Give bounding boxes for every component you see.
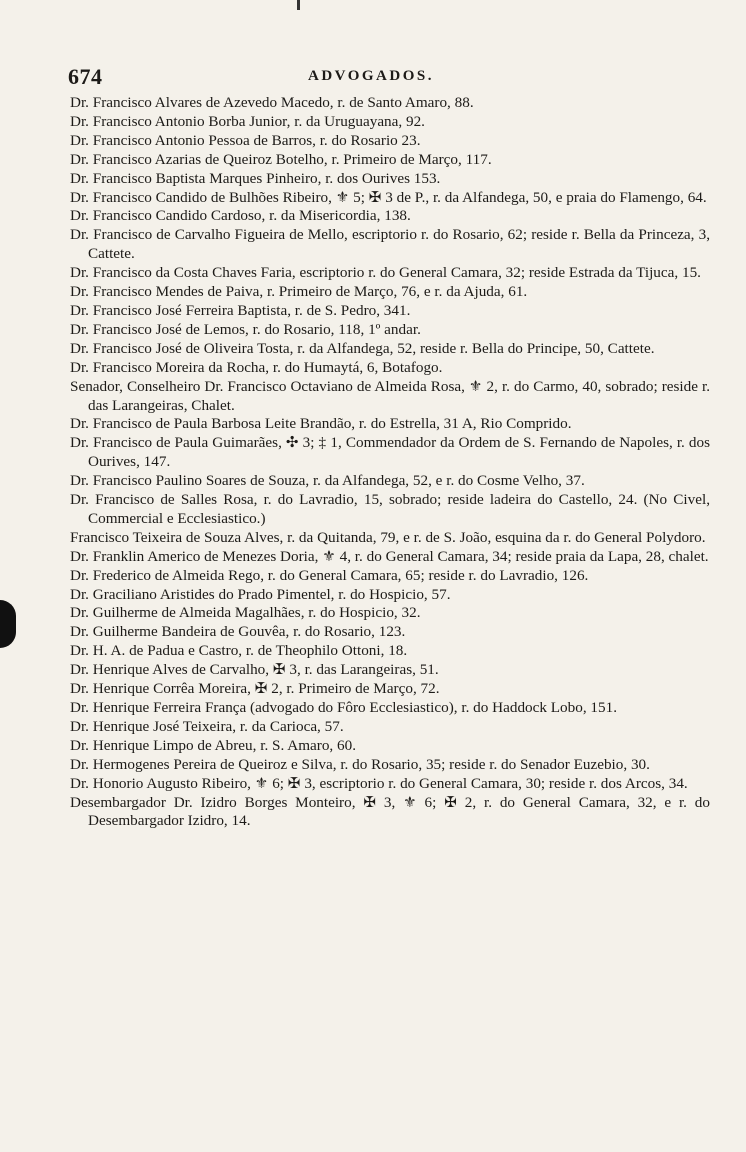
directory-entry: Dr. Francisco Mendes de Paiva, r. Primeiro de Março, 76, e r. da Ajuda, 61. bbox=[70, 283, 528, 301]
directory-entry: Dr. Guilherme de Almeida Magalhães, r. do Hospicio, 32. bbox=[70, 604, 421, 622]
directory-entry: Dr. Henrique José Teixeira, r. da Carioca, 57. bbox=[70, 717, 344, 735]
directory-entry: Dr. Francisco de Paula Barbosa Leite Brandão, r. do Estrella, 31 A, Rio Comprido. bbox=[70, 415, 572, 433]
page-number: 674 bbox=[68, 64, 103, 89]
directory-entry: Dr. Francisco Candido Cardoso, r. da Misericordia, 138. bbox=[70, 207, 411, 225]
directory-entry: Dr. Francisco Antonio Borba Junior, r. da Uruguayana, 92. bbox=[70, 112, 425, 130]
directory-entry: Dr. Francisco da Costa Chaves Faria, escriptorio r. do General Camara, 32; reside Estrada da Tijuca, 15. bbox=[70, 264, 701, 282]
directory-entry: Dr. Francisco Antonio Pessoa de Barros, r. do Rosario 23. bbox=[70, 131, 421, 149]
directory-entry: Senador, Conselheiro Dr. Francisco Octaviano de Almeida Rosa, ⚜ 2, r. do Carmo, 40, sobrado; reside r. das Larangeiras, Chalet. bbox=[70, 377, 710, 414]
page-header bbox=[68, 64, 708, 90]
directory-entry: Dr. H. A. de Padua e Castro, r. de Theophilo Ottoni, 18. bbox=[70, 642, 408, 660]
directory-entry: Dr. Francisco de Salles Rosa, r. do Lavradio, 15, sobrado; reside ladeira do Castello, 24. (No Civel, Commercial e Ecclesiastico.) bbox=[70, 491, 710, 527]
directory-entry: Dr. Francisco Paulino Soares de Souza, r. da Alfandega, 52, e r. do Cosme Velho, 37. bbox=[70, 472, 585, 490]
directory-entry: Dr. Francisco Candido de Bulhões Ribeiro, ⚜ 5; ✠ 3 de P., r. da Alfandega, 50, e praia do Flamengo, 64. bbox=[70, 188, 707, 206]
directory-entry: Dr. Frederico de Almeida Rego, r. do General Camara, 65; reside r. do Lavradio, 126. bbox=[70, 566, 589, 584]
directory-entry: Dr. Francisco Moreira da Rocha, r. do Humaytá, 6, Botafogo. bbox=[70, 358, 443, 376]
directory-entry: Dr. Francisco de Carvalho Figueira de Mello, escriptorio r. do Rosario, 62; reside r. Bella da Princeza, 3, Cattete. bbox=[70, 226, 710, 263]
directory-entry: Dr. Honorio Augusto Ribeiro, ⚜ 6; ✠ 3, escriptorio r. do General Camara, 30; reside r. dos Arcos, 34. bbox=[70, 774, 688, 792]
directory-entry: Dr. Francisco de Paula Guimarães, ✣ 3; ‡ 1, Commendador da Ordem de S. Fernando de Napoles, r. dos Ourives, 147. bbox=[70, 434, 710, 471]
directory-entry: Dr. Francisco Baptista Marques Pinheiro, r. dos Ourives 153. bbox=[70, 169, 441, 187]
directory-entry: Francisco Teixeira de Souza Alves, r. da Quitanda, 79, e r. de S. João, esquina da r. do General Polydoro. bbox=[70, 528, 706, 546]
binding-mark bbox=[0, 600, 16, 648]
directory-entry: Desembargador Dr. Izidro Borges Monteiro, ✠ 3, ⚜ 6; ✠ 2, r. do General Camara, 32, e r. do Desembargador Izidro, 14. bbox=[70, 793, 710, 830]
directory-entry: Dr. Henrique Corrêa Moreira, ✠ 2, r. Primeiro de Março, 72. bbox=[70, 680, 440, 698]
running-head: ADVOGADOS. bbox=[308, 68, 434, 84]
directory-entry: Dr. Francisco Alvares de Azevedo Macedo, r. de Santo Amaro, 88. bbox=[70, 94, 474, 111]
directory-entry: Dr. Hermogenes Pereira de Queiroz e Silva, r. do Rosario, 35; reside r. do Senador Euzebio, 30. bbox=[70, 755, 650, 773]
directory-entry: Dr. Francisco José de Lemos, r. do Rosario, 118, 1º andar. bbox=[70, 320, 421, 338]
directory-listing bbox=[70, 94, 710, 831]
directory-entry: Dr. Francisco José Ferreira Baptista, r. de S. Pedro, 341. bbox=[70, 301, 411, 319]
directory-entry: Dr. Guilherme Bandeira de Gouvêa, r. do Rosario, 123. bbox=[70, 623, 406, 641]
print-mark bbox=[297, 0, 300, 10]
directory-entry: Dr. Francisco José de Oliveira Tosta, r. da Alfandega, 52, reside r. Bella do Principe, 50, Cattete. bbox=[70, 339, 655, 357]
directory-entry: Dr. Henrique Limpo de Abreu, r. S. Amaro, 60. bbox=[70, 736, 356, 754]
directory-entry: Dr. Graciliano Aristides do Prado Pimentel, r. do Hospicio, 57. bbox=[70, 585, 451, 603]
directory-entry: Dr. Henrique Ferreira França (advogado do Fôro Ecclesiastico), r. do Haddock Lobo, 151. bbox=[70, 699, 618, 716]
directory-entry: Dr. Franklin Americo de Menezes Doria, ⚜ 4, r. do General Camara, 34; reside praia da Lapa, 28, chalet. bbox=[70, 547, 709, 565]
directory-entry: Dr. Francisco Azarias de Queiroz Botelho, r. Primeiro de Março, 117. bbox=[70, 150, 492, 168]
directory-entry: Dr. Henrique Alves de Carvalho, ✠ 3, r. das Larangeiras, 51. bbox=[70, 661, 439, 679]
